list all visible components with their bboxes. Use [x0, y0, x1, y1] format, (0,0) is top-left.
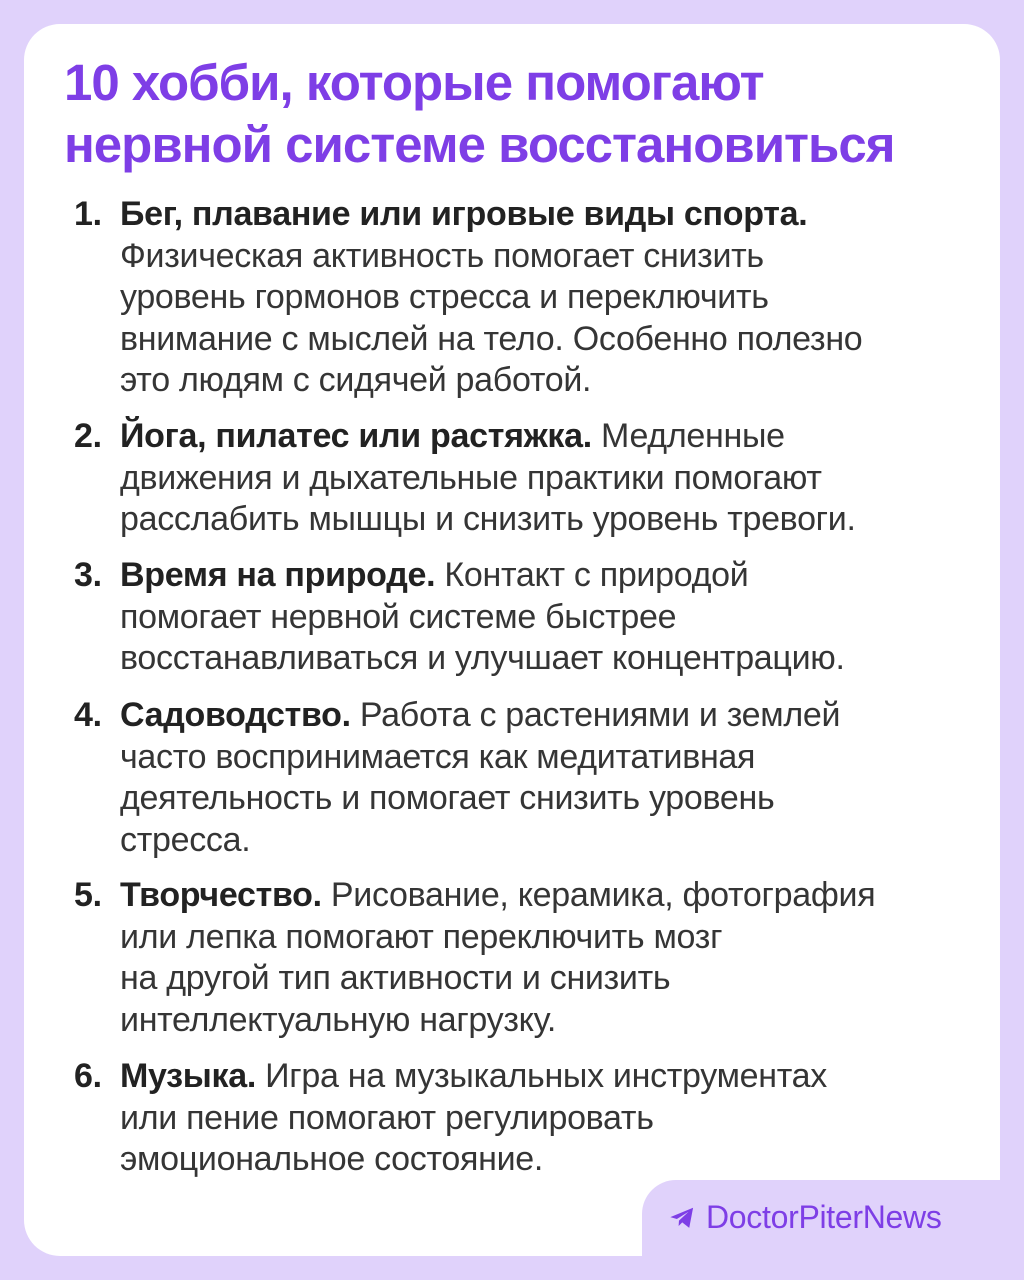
item-body-first: Работа с растениями и землей: [350, 696, 841, 734]
item-text: [120, 416, 974, 541]
page-title: [64, 52, 964, 176]
item-text: [120, 875, 974, 1041]
item-number: 6.: [74, 1057, 102, 1095]
item-lead: Бег, плавание или игровые виды спорта.: [120, 195, 808, 233]
item-body-line: на другой тип активности и снизить: [120, 959, 671, 997]
item-body-line: или лепка помогают переключить мозг: [120, 917, 723, 956]
list-item: [74, 555, 974, 680]
list-item: [74, 194, 974, 402]
channel-name: DoctorPiterNews: [706, 1199, 942, 1235]
item-text: [120, 555, 974, 680]
item-body-first: Контакт с природой: [435, 556, 749, 594]
item-lead: Творчество.: [120, 876, 322, 914]
item-body-first: Игра на музыкальных инструментах: [256, 1057, 827, 1095]
channel-link[interactable]: [668, 1199, 942, 1236]
item-body-line: восстанавливаться и улучшает концентрацию.: [120, 639, 845, 677]
telegram-icon: [668, 1204, 696, 1232]
item-body-first: Медленные: [591, 417, 785, 455]
item-lead: Музыка.: [120, 1057, 256, 1095]
item-number: 5.: [74, 876, 102, 914]
list-item: [74, 875, 974, 1041]
list-item: [74, 1056, 974, 1181]
item-body-first: Рисование, керамика, фотография: [321, 876, 876, 914]
item-lead: Время на природе.: [120, 556, 436, 594]
title-line-2: нервной системе восстановиться: [64, 116, 895, 173]
item-body-line: деятельность и помогает снизить уровень: [120, 779, 775, 817]
item-number: 3.: [74, 556, 102, 594]
list-item: [74, 416, 974, 541]
item-body-line: расслабить мышцы и снизить уровень тревоги.: [120, 500, 856, 538]
title-line-1: 10 хобби, которые помогают: [64, 54, 764, 111]
item-body-line: стресса.: [120, 820, 251, 859]
item-lead: Садоводство.: [120, 696, 351, 734]
item-number: 4.: [74, 696, 102, 734]
item-number: 2.: [74, 417, 102, 455]
item-body-line: или пение помогают регулировать: [120, 1098, 654, 1137]
item-body-line: внимание с мыслей на тело. Особенно полезно: [120, 319, 863, 358]
item-lead: Йога, пилатес или растяжка.: [120, 417, 592, 455]
item-body-line: Физическая активность помогает снизить: [120, 236, 764, 275]
item-number: 1.: [74, 195, 102, 233]
list-item: [74, 695, 974, 861]
item-body-line: эмоциональное состояние.: [120, 1140, 544, 1178]
item-body-line: помогает нервной системе быстрее: [120, 597, 677, 636]
item-text: [120, 695, 974, 861]
item-body-line: интеллектуальную нагрузку.: [120, 1000, 557, 1039]
item-text: [120, 1056, 974, 1181]
item-text: [120, 194, 974, 402]
item-body-line: движения и дыхательные практики помогают: [120, 458, 822, 497]
item-body-line: уровень гормонов стресса и переключить: [120, 278, 769, 316]
item-body-line: это людям с сидячей работой.: [120, 361, 592, 399]
item-body-line: часто воспринимается как медитативная: [120, 737, 756, 776]
